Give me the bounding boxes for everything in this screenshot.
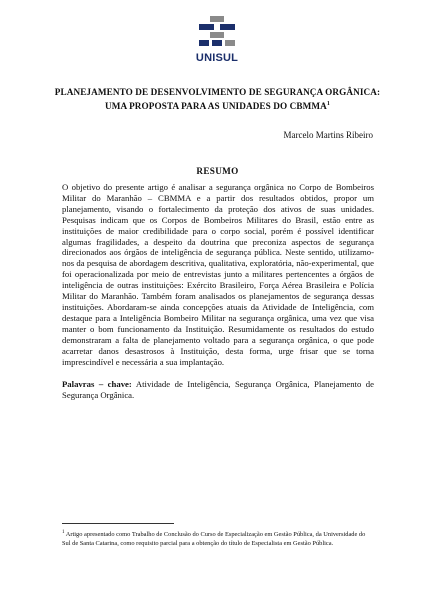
footnote-text: Artigo apresentado como Trabalho de Conclusão do Curso de Especialização em Gestão Pública, da Universidade do Sul de Santa Catarina, como requisito parcial para a obtenção do título de Especialista em Gestão Pública. (62, 531, 366, 548)
title-footnote-marker: 1 (326, 101, 331, 107)
keywords-text: Atividade de Inteligência, Segurança Orgânica, Planejamento de Segurança Orgânica. (62, 379, 374, 400)
footnote-divider (62, 523, 174, 524)
paper-title (40, 86, 395, 112)
title-line-2: UMA PROPOSTA PARA AS UNIDADES DO CBMMA (104, 101, 327, 112)
unisul-logo (190, 14, 244, 72)
author-name: Marcelo Martins Ribeiro (283, 130, 373, 140)
footnote (62, 528, 374, 548)
abstract-body: O objetivo do presente artigo é analisar a segurança orgânica no Corpo de Bombeiros Militar do Maranhão – CBMMA e a partir dos resultados obtidos, propor um planejamento, visando o fortalecimento da proteção dos ativos de suas unidades. Pesquisas indicam que os Corpos de Bombeiros Militares do Brasil, estão entre as instituições de maior credibilidade para o corpo social, porém é possível identificar algumas fragilidades, a despeito da doutrina que preconiza aspectos de segurança direcionados aos órgãos de inteligência de segurança pública. Neste sentido, utilizamo-nos da pesquisa de abordagem descritiva, qualitativa, exploratória, não-experimental, que foi operacionalizada por meio de entrevistas junto a militares pertencentes a órgãos de inteligência de outras instituições: Exército Brasileiro, Força Aérea Brasileira e Polícia Militar do Maranhão. Também foram analisados os planejamentos de segurança dessas instituições. Abordaram-se ainda concepções atuais da Atividade de Inteligência, com destaque para a Inteligência Bombeiro Militar na segurança orgânica, uma vez que visa manter o bom funcionamento da Instituição. Resumidamente os resultados do estudo demonstraram a falta de planejamento voltado para a segurança orgânica, o que pode acarretar danos desastrosos à Instituição, desta forma, urge frisar que se torna imprescindível e necessária a sua implantação. (62, 182, 374, 367)
unisul-logo-icon (197, 14, 237, 52)
title-line-1: PLANEJAMENTO DE DESENVOLVIMENTO DE SEGURANÇA ORGÂNICA: (54, 87, 381, 97)
footnote-marker: 1 (62, 530, 65, 535)
abstract-heading: RESUMO (196, 166, 239, 176)
keywords-label: Palavras – chave: (62, 379, 132, 389)
keywords (62, 379, 374, 401)
logo-text: UNISUL (195, 52, 239, 64)
